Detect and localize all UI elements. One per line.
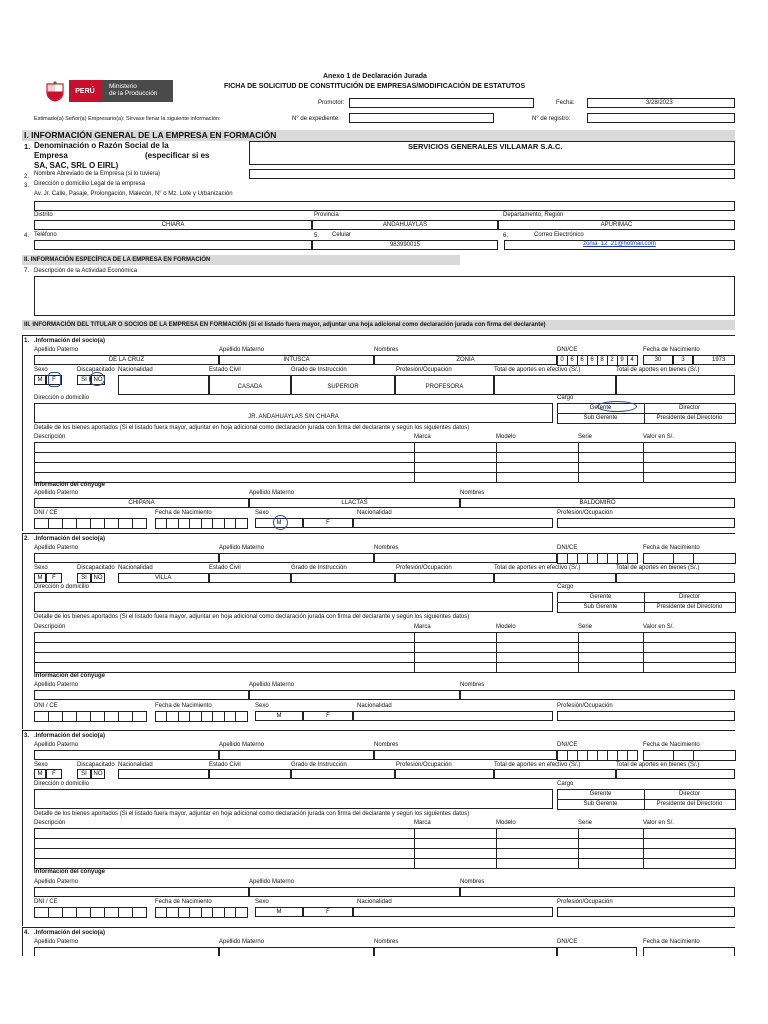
expediente-field[interactable]: [349, 113, 494, 123]
dni-digit: 6: [567, 355, 578, 366]
q2-label: Nombre Abreviado de la Empresa (si lo tuviera): [34, 171, 161, 177]
s4-nombres-field[interactable]: [374, 947, 557, 956]
s1-prof-value: PROFESORA: [425, 384, 464, 390]
socio1-header: .Información del socio(a): [34, 338, 106, 344]
s4-ap-pat-label: Apellido Paterno: [34, 939, 79, 945]
s3-bienes-detalle: Detalle de los bienes aportados (Si el listado fuera mayor, adjuntar en hoja adicional como declaración jurada con firma del declarante y según los siguientes datos): [34, 811, 470, 817]
q6-num: 6.: [503, 233, 509, 239]
cargo-director[interactable]: Director: [644, 592, 736, 603]
logo-country: PERÚ: [69, 80, 101, 102]
dni-digit: 4: [627, 355, 638, 366]
s3-modelo-label: Modelo: [496, 820, 516, 826]
s2c-nombres-label: Nombres: [460, 682, 485, 688]
promotor-field[interactable]: [349, 98, 534, 108]
s3-ap-mat-label: Apellido Materno: [219, 742, 265, 748]
s1-dir-label: Dirección o domicilio: [34, 395, 90, 401]
s2-grado-field[interactable]: [291, 573, 395, 583]
s3-efectivo-field[interactable]: [494, 769, 616, 779]
section2-title: II. INFORMACIÓN ESPECÍFICA DE LA EMPRESA EN FORMACIÓN: [22, 255, 460, 265]
s3-nombres-label: Nombres: [374, 742, 399, 748]
s1c-prof-label: Profesión/Ocupación: [557, 510, 613, 516]
fecha-value: 3/28/2023: [646, 100, 673, 106]
s2c-prof-field[interactable]: [557, 711, 735, 721]
s1-valor-label: Valor en S/.: [643, 434, 674, 440]
q1-line3: SA, SAC, SRL O EIRL): [34, 161, 119, 170]
s1-ec-value: CASADA: [237, 384, 263, 390]
s3-f-label: F: [52, 771, 56, 777]
s3c-ap-mat-label: Apellido Materno: [249, 879, 295, 885]
s2-modelo-label: Modelo: [496, 624, 516, 630]
registro-label: N° de registro:: [532, 116, 571, 122]
registro-field[interactable]: [587, 113, 735, 123]
cargo-presidente[interactable]: Presidente del Directorio: [644, 413, 736, 424]
s1-disc-no-mark: [89, 372, 105, 386]
dni-digit: 0: [557, 355, 568, 366]
s1-cargo-label: Cargo: [557, 395, 574, 401]
s3c-prof-field[interactable]: [557, 907, 735, 917]
s3-grado-label: Grado de Instrucción: [291, 762, 347, 768]
s2-marca-label: Marca: [414, 624, 431, 630]
s3-dni-grid[interactable]: [557, 750, 637, 760]
s2c-prof-label: Profesión/Ocupación: [557, 703, 613, 709]
s1c-ap-mat-label: Apellido Materno: [249, 490, 295, 496]
s2-dir-field[interactable]: [34, 592, 553, 612]
s3c-dni-grid[interactable]: [34, 907, 146, 917]
s3-dob-grid[interactable]: [643, 750, 735, 760]
s3-nac-field[interactable]: [118, 769, 209, 779]
company-name-value: SERVICIOS GENERALES VILLAMAR S.A.C.: [408, 142, 563, 151]
cargo-gerente[interactable]: Gerente: [557, 789, 645, 800]
cargo-presidente[interactable]: Presidente del Directorio: [644, 799, 736, 810]
s1c-nombres-value: BALDOMIRO: [579, 500, 616, 506]
distrito-label: Distrito: [34, 212, 53, 218]
telefono-label: Teléfono: [34, 232, 57, 238]
s1-efectivo-field[interactable]: [494, 375, 616, 395]
s1-dob-month-value: 3: [681, 357, 685, 363]
dni-digit: 2: [607, 355, 618, 366]
celular-value: 983990015: [389, 242, 421, 248]
provincia-label: Provincia: [314, 212, 339, 218]
s3-disc-label: Discapacitado: [77, 762, 115, 768]
s2-fnac-label: Fecha de Nacimiento: [643, 545, 700, 551]
s1-ap-pat-value: DE LA CRUZ: [108, 357, 145, 363]
annex-title: Anexo 1 de Declaración Jurada: [323, 73, 427, 80]
s2-ec-label: Estado Civil: [209, 565, 241, 571]
s2-disc-label: Discapacitado: [77, 565, 115, 571]
fecha-label: Fecha:: [556, 100, 575, 106]
s3-cargo-label: Cargo: [557, 781, 574, 787]
s2-bienes-field[interactable]: [616, 573, 735, 583]
dni-digit: 9: [617, 355, 628, 366]
s2-efectivo-label: Total de aportes en efectivo (S/.): [494, 565, 581, 571]
s4-fnac-label: Fecha de Nacimiento: [643, 939, 700, 945]
q7-num: 7.: [24, 268, 30, 274]
s1c-prof-field[interactable]: [557, 518, 735, 528]
cargo-gerente[interactable]: Gerente: [557, 592, 645, 603]
s1-ap-pat-label: Apellido Paterno: [34, 347, 79, 353]
s3-nombres-field[interactable]: [374, 750, 557, 760]
provincia-value: ANDAHUAYLAS: [382, 222, 428, 228]
s2-serie-label: Serie: [578, 624, 593, 630]
dni-digit: 6: [587, 355, 598, 366]
socio4-header: .Información del socio(a): [34, 930, 106, 936]
s2-nac-value: VILLA: [155, 575, 172, 581]
s1-sexo-label: Sexo: [34, 367, 48, 373]
socio1-num: 1.: [24, 338, 30, 344]
s1-bienes-field[interactable]: [616, 375, 735, 395]
s3c-m-label: M: [276, 909, 282, 915]
s1-bienes-detalle: Detalle de los bienes aportados (Si el listado fuera mayor, adjuntar en hoja adicional como declaración jurada con firma del declarante y según los siguientes datos): [34, 425, 470, 431]
s3-prof-field[interactable]: [395, 769, 494, 779]
s3-ec-field[interactable]: [209, 769, 291, 779]
s1c-nac-field[interactable]: [353, 518, 553, 528]
s1-desc-label: Descripción: [34, 434, 66, 440]
s1c-ap-pat-label: Apellido Paterno: [34, 490, 79, 496]
socio4-num: 4.: [24, 930, 30, 936]
s3-dir-field[interactable]: [34, 789, 553, 809]
s3c-nombres-label: Nombres: [460, 879, 485, 885]
s2c-ap-pat-field[interactable]: [34, 690, 249, 700]
s3c-nombres-field[interactable]: [460, 887, 735, 897]
s1c-dni-label: DNI / CE: [34, 510, 58, 516]
q1-line1: Denominación o Razón Social de la: [34, 141, 169, 150]
cargo-gerente[interactable]: Gerente: [557, 403, 645, 414]
q2-num: 2.: [24, 174, 30, 180]
s2-f-label: F: [52, 575, 56, 581]
s2-no-label: NO: [93, 575, 103, 581]
s2-dir-label: Dirección o domicilio: [34, 584, 90, 590]
s3-marca-label: Marca: [414, 820, 431, 826]
socio3-header: .Información del socio(a): [34, 733, 106, 739]
s3c-f-label: F: [326, 909, 330, 915]
s3c-fnac-label: Fecha de Nacimiento: [155, 899, 212, 905]
s2-ec-field[interactable]: [209, 573, 291, 583]
q7-label: Descripción de la Actividad Económica: [34, 268, 138, 274]
section1-title: I. INFORMACIÓN GENERAL DE LA EMPRESA EN FORMACIÓN: [22, 130, 735, 141]
s1-disc-label: Discapacitado: [77, 367, 115, 373]
q1-num: 1.: [24, 142, 31, 151]
s2c-m-label: M: [276, 713, 282, 719]
section3-title: III. INFORMACIÓN DEL TITULAR O SOCIOS DE LA EMPRESA EN FORMACIÓN (Si el listado fuera mayor, adjuntar una hoja adicional como declaración jurada con firma del declarante): [22, 320, 735, 330]
s2c-nac-field[interactable]: [353, 711, 553, 721]
s1c-m-label: M: [276, 520, 282, 526]
s1c-fnac-label: Fecha de Nacimiento: [155, 510, 212, 516]
s3-sexo-label: Sexo: [34, 762, 48, 768]
s1-serie-label: Serie: [578, 434, 593, 440]
dni-digit: 8: [597, 355, 608, 366]
s1-bienes-table[interactable]: [34, 442, 735, 482]
cargo-presidente[interactable]: Presidente del Directorio: [644, 602, 736, 613]
s1-modelo-label: Modelo: [496, 434, 516, 440]
q3-label: Dirección o domicilio Legal de la empresa: [34, 181, 146, 187]
s2-valor-label: Valor en S/.: [643, 624, 674, 630]
dni-digit: 6: [577, 355, 588, 366]
s1-fnac-label: Fecha de Nacimiento: [643, 347, 700, 353]
s2-bienes-label: Total de aportes en bienes (S/.): [616, 565, 700, 571]
s1-si-label: SI: [81, 377, 87, 383]
s2-dob-grid[interactable]: [643, 553, 735, 563]
s3c-nac-label: Nacionalidad: [357, 899, 392, 905]
address-field[interactable]: [34, 201, 735, 211]
s3-ec-label: Estado Civil: [209, 762, 241, 768]
s2-bienes-detalle: Detalle de los bienes aportados (Si el listado fuera mayor, adjuntar en hoja adicional como declaración jurada con firma del declarante y según los siguientes datos): [34, 614, 470, 620]
s1c-sexo-label: Sexo: [255, 510, 269, 516]
s1c-ap-mat-value: LLACTAS: [341, 500, 368, 506]
s4-nombres-label: Nombres: [374, 939, 399, 945]
s2-ap-pat-field[interactable]: [34, 553, 219, 563]
s1-ap-mat-value: INTUSCA: [283, 357, 310, 363]
s1-efectivo-label: Total de aportes en efectivo (S/.): [494, 367, 581, 373]
s1-conyuge-label: Información del cónyuge: [34, 482, 106, 488]
s1c-nac-label: Nacionalidad: [357, 510, 392, 516]
s2-cargo-grid[interactable]: [557, 592, 735, 612]
depto-label: Departamento, Región: [503, 212, 564, 218]
s2-ap-pat-label: Apellido Paterno: [34, 545, 79, 551]
s3-m-label: M: [37, 771, 43, 777]
socio3-num: 3.: [24, 733, 30, 739]
s2-nombres-field[interactable]: [374, 553, 557, 563]
s3-cargo-grid[interactable]: [557, 789, 735, 809]
s1-dob-day-value: 30: [654, 357, 662, 363]
s1c-ap-pat-value: CHIPANA: [128, 500, 155, 506]
s4-ap-pat-field[interactable]: [34, 947, 219, 956]
s2-nac-label: Nacionalidad: [118, 565, 153, 571]
s3c-ap-pat-field[interactable]: [34, 887, 249, 897]
s1c-dni-grid[interactable]: [34, 518, 146, 528]
s2c-dni-label: DNI / CE: [34, 703, 58, 709]
s4-dob-field[interactable]: [643, 947, 735, 956]
s4-dni-field[interactable]: [557, 947, 637, 956]
s1-dob-year-value: 1973: [712, 357, 726, 363]
s1-nombres-value: ZONIA: [456, 357, 475, 363]
s3-no-label: NO: [93, 771, 103, 777]
s2-bienes-table[interactable]: [34, 632, 735, 672]
s2-sexo-label: Sexo: [34, 565, 48, 571]
s1-nac-field[interactable]: [118, 375, 209, 395]
correo-label: Correo Electrónico: [534, 232, 584, 238]
s3-ap-pat-label: Apellido Paterno: [34, 742, 79, 748]
s2-conyuge-label: Información del cónyuge: [34, 673, 106, 679]
s1-cargo-grid[interactable]: [557, 403, 735, 423]
s2-si-label: SI: [81, 575, 87, 581]
expediente-label: N° de expediente:: [292, 116, 340, 122]
s3c-dob-grid[interactable]: [155, 907, 247, 917]
q5-num: 5.: [314, 233, 320, 239]
distrito-value: CHIARA: [161, 222, 185, 228]
s3c-ap-mat-field[interactable]: [249, 887, 460, 897]
socio2-num: 2.: [24, 536, 30, 542]
s4-ap-mat-label: Apellido Materno: [219, 939, 265, 945]
s4-ap-mat-field[interactable]: [219, 947, 374, 956]
q4-num: 4.: [24, 233, 30, 239]
s1-prof-label: Profesión/Ocupación: [396, 367, 452, 373]
s1-grado-value: SUPERIOR: [327, 384, 359, 390]
s2c-ap-mat-field[interactable]: [249, 690, 460, 700]
s2-grado-label: Grado de Instrucción: [291, 565, 347, 571]
logo-ministry: Ministerio de la Producción: [101, 80, 173, 102]
socio2-header: .Información del socio(a): [34, 536, 106, 542]
s1-bienes-label: Total de aportes en bienes (S/.): [616, 367, 700, 373]
s1-dir-field[interactable]: [34, 403, 553, 423]
s1c-nombres-label: Nombres: [460, 490, 485, 496]
s3c-ap-pat-label: Apellido Paterno: [34, 879, 79, 885]
s3-conyuge-label: Información del cónyuge: [34, 869, 106, 875]
s3-desc-label: Descripción: [34, 820, 66, 826]
s1-dni-grid[interactable]: [557, 355, 637, 365]
intro-text: Estimado(a) Señor(a) Empresario(a): Sírvase llenar la siguiente información:: [34, 116, 221, 122]
s3-dir-label: Dirección o domicilio: [34, 781, 90, 787]
s1c-dob-grid[interactable]: [155, 518, 247, 528]
s1-m-label: M: [37, 377, 43, 383]
s3c-prof-label: Profesión/Ocupación: [557, 899, 613, 905]
cargo-director[interactable]: Director: [644, 789, 736, 800]
s2-m-label: M: [37, 575, 43, 581]
s3-fnac-label: Fecha de Nacimiento: [643, 742, 700, 748]
s1-nombres-label: Nombres: [374, 347, 399, 353]
short-name-field[interactable]: [249, 169, 735, 179]
cargo-subgerente[interactable]: Sub Gerente: [557, 602, 645, 613]
s2c-dni-grid[interactable]: [34, 711, 146, 721]
s2c-dob-grid[interactable]: [155, 711, 247, 721]
s1-nac-label: Nacionalidad: [118, 367, 153, 373]
cargo-subgerente[interactable]: Sub Gerente: [557, 413, 645, 424]
s1-grado-label: Grado de Instrucción: [291, 367, 347, 373]
s2-ap-mat-label: Apellido Materno: [219, 545, 265, 551]
s1-ec-label: Estado Civil: [209, 367, 241, 373]
q1-line2: Empresa: [34, 151, 68, 160]
s3-bienes-label: Total de aportes en bienes (S/.): [616, 762, 700, 768]
q1-line2b: (especificar si es: [145, 151, 210, 160]
s3-ap-mat-field[interactable]: [219, 750, 374, 760]
telefono-field[interactable]: [34, 240, 312, 250]
s3-valor-label: Valor en S/.: [643, 820, 674, 826]
s2-dni-label: DNI/CE: [557, 545, 578, 551]
s2-efectivo-field[interactable]: [494, 573, 616, 583]
s2c-nac-label: Nacionalidad: [357, 703, 392, 709]
s3-dni-label: DNI/CE: [557, 742, 578, 748]
s2-cargo-label: Cargo: [557, 584, 574, 590]
s3-grado-field[interactable]: [291, 769, 395, 779]
address-hint: Av. Jr. Calle, Pasaje, Prolongación, Malecón, N° o Mz. Lote y Urbanización: [34, 191, 233, 197]
s2-prof-label: Profesión/Ocupación: [396, 565, 452, 571]
s1-sexo-f-mark: [48, 372, 61, 387]
peru-coat-of-arms-icon: [44, 80, 66, 102]
s1c-sexo-m-mark: [273, 515, 288, 530]
s2-ap-mat-field[interactable]: [219, 553, 374, 563]
s3-bienes-table[interactable]: [34, 828, 735, 868]
s2c-nombres-field[interactable]: [460, 690, 735, 700]
s3c-nac-field[interactable]: [353, 907, 553, 917]
s1-dni-label: DNI/CE: [557, 347, 578, 353]
s1-dir-value: JR. ANDAHUAYLAS S/N CHIARA: [248, 414, 339, 420]
s2-dni-grid[interactable]: [557, 553, 637, 563]
cargo-subgerente[interactable]: Sub Gerente: [557, 799, 645, 810]
s3-bienes-field[interactable]: [616, 769, 735, 779]
s3-nac-label: Nacionalidad: [118, 762, 153, 768]
s1-f-label: F: [52, 377, 56, 383]
s3-prof-label: Profesión/Ocupación: [396, 762, 452, 768]
s2-prof-field[interactable]: [395, 573, 494, 583]
s1-marca-label: Marca: [414, 434, 431, 440]
q3-num: 3.: [24, 183, 30, 189]
s2c-ap-pat-label: Apellido Paterno: [34, 682, 79, 688]
form-title: FICHA DE SOLICITUD DE CONSTITUCIÓN DE EMPRESAS/MODIFICACIÓN DE ESTATUTOS: [224, 83, 526, 90]
s3-efectivo-label: Total de aportes en efectivo (S/.): [494, 762, 581, 768]
activity-field[interactable]: [34, 276, 735, 316]
s1c-f-label: F: [326, 520, 330, 526]
s1-ap-mat-label: Apellido Materno: [219, 347, 265, 353]
s2c-f-label: F: [326, 713, 330, 719]
s3-si-label: SI: [81, 771, 87, 777]
s2c-fnac-label: Fecha de Nacimiento: [155, 703, 212, 709]
s4-dni-label: DNI/CE: [557, 939, 578, 945]
cargo-director[interactable]: Director: [644, 403, 736, 414]
s3-ap-pat-field[interactable]: [34, 750, 219, 760]
s2-desc-label: Descripción: [34, 624, 66, 630]
s3-serie-label: Serie: [578, 820, 593, 826]
s2c-ap-mat-label: Apellido Materno: [249, 682, 295, 688]
correo-value: [504, 241, 735, 247]
s1-no-label: NO: [93, 377, 103, 383]
celular-label: Celular: [332, 232, 352, 238]
depto-value: APURIMAC: [600, 222, 633, 228]
promotor-label: Promotor:: [318, 100, 345, 106]
s2c-sexo-label: Sexo: [255, 703, 269, 709]
s3c-dni-label: DNI / CE: [34, 899, 58, 905]
s1-cargo-gerente-mark: [597, 401, 637, 412]
s2-nombres-label: Nombres: [374, 545, 399, 551]
s3c-sexo-label: Sexo: [255, 899, 269, 905]
correo-link[interactable]: zonia_12_21@hotmail.com: [583, 241, 656, 247]
